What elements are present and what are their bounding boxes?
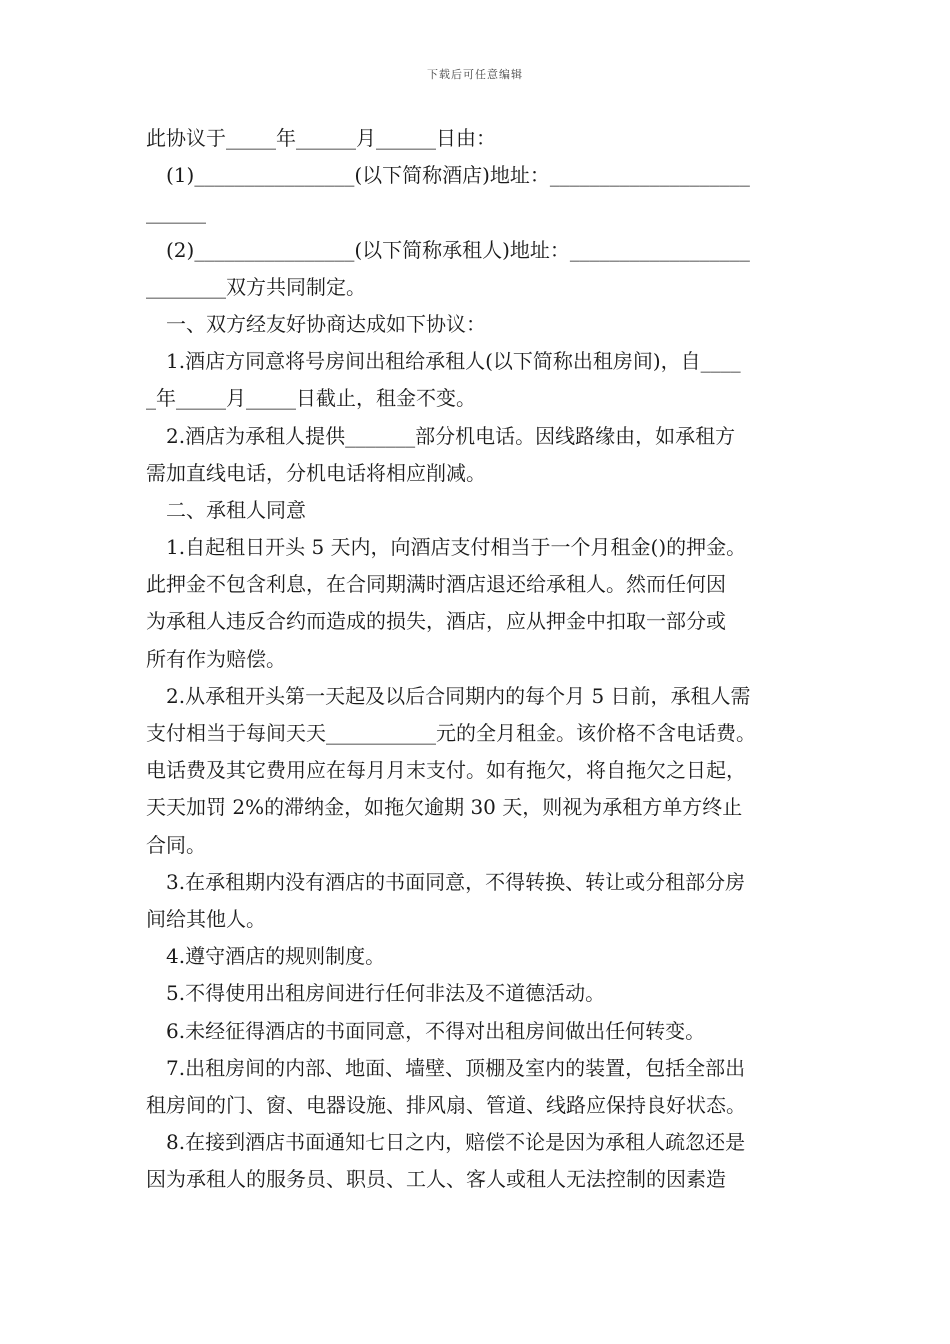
header-note: 下载后可任意编辑 xyxy=(427,68,523,81)
section-heading: 二、承租人同意 xyxy=(166,497,306,522)
paragraph-line: 2.从承租开头第一天起及以后合同期内的每个月 5 日前，承租人需 xyxy=(166,683,751,708)
paragraph-line: 2.酒店为承租人提供_______部分机电话。因线路缘由，如承租方 xyxy=(166,423,736,448)
paragraph-line: 天天加罚 2%的滞纳金，如拖欠逾期 30 天，则视为承租方单方终止 xyxy=(146,795,743,820)
paragraph-line: 3.在承租期内没有酒店的书面同意，不得转换、转让或分租部分房 xyxy=(166,869,746,894)
paragraph-line: 需加直线电话，分机电话将相应削减。 xyxy=(146,460,486,485)
paragraph-line: 1.酒店方同意将号房间出租给承租人(以下简称出租房间)，自____ xyxy=(166,349,741,374)
paragraph-line: 8.在接到酒店书面通知七日之内，赔偿不论是因为承租人疏忽还是 xyxy=(166,1130,746,1155)
paragraph-line: 合同。 xyxy=(146,832,206,857)
paragraph-line: 4.遵守酒店的规则制度。 xyxy=(166,944,386,969)
paragraph-line: 租房间的门、窗、电器设施、排风扇、管道、线路应保持良好状态。 xyxy=(146,1092,746,1117)
paragraph-line: 此协议于_____年______月______日由： xyxy=(146,126,496,150)
paragraph-line: 支付相当于每间天天___________元的全月租金。该价格不含电话费。 xyxy=(146,721,756,745)
paragraph-line: 电话费及其它费用应在每月月末支付。如有拖欠，将自拖欠之日起， xyxy=(146,758,746,783)
document-body xyxy=(146,120,826,1198)
paragraph-line: 所有作为赔偿。 xyxy=(146,646,286,671)
paragraph-line: 此押金不包含利息，在合同期满时酒店退还给承租人。然而任何因 xyxy=(146,572,726,597)
paragraph-line: 因为承租人的服务员、职员、工人、客人或租人无法控制的因素造 xyxy=(146,1167,726,1192)
section-heading: 一、双方经友好协商达成如下协议： xyxy=(166,311,486,336)
paragraph-line: ________双方共同制定。 xyxy=(146,274,366,299)
paragraph-line: 5.不得使用出租房间进行任何非法及不道德活动。 xyxy=(166,981,606,1006)
paragraph-line: (1)________________(以下简称酒店)地址：____________________ xyxy=(166,163,750,188)
paragraph-line: 1.自起租日开头 5 天内，向酒店支付相当于一个月租金()的押金。 xyxy=(166,535,747,560)
paragraph-line: _年_____月_____日截止，租金不变。 xyxy=(146,386,476,411)
paragraph-line: (2)________________(以下简称承租人)地址：__________________ xyxy=(166,237,750,262)
paragraph-line: 6.未经征得酒店的书面同意，不得对出租房间做出任何转变。 xyxy=(166,1018,706,1043)
paragraph-line: ______ xyxy=(146,200,206,225)
paragraph-line: 为承租人违反合约而造成的损失，酒店，应从押金中扣取一部分或 xyxy=(146,609,726,634)
paragraph-line: 7.出租房间的内部、地面、墙壁、顶棚及室内的装置，包括全部出 xyxy=(166,1055,746,1080)
paragraph-line: 间给其他人。 xyxy=(146,906,266,931)
